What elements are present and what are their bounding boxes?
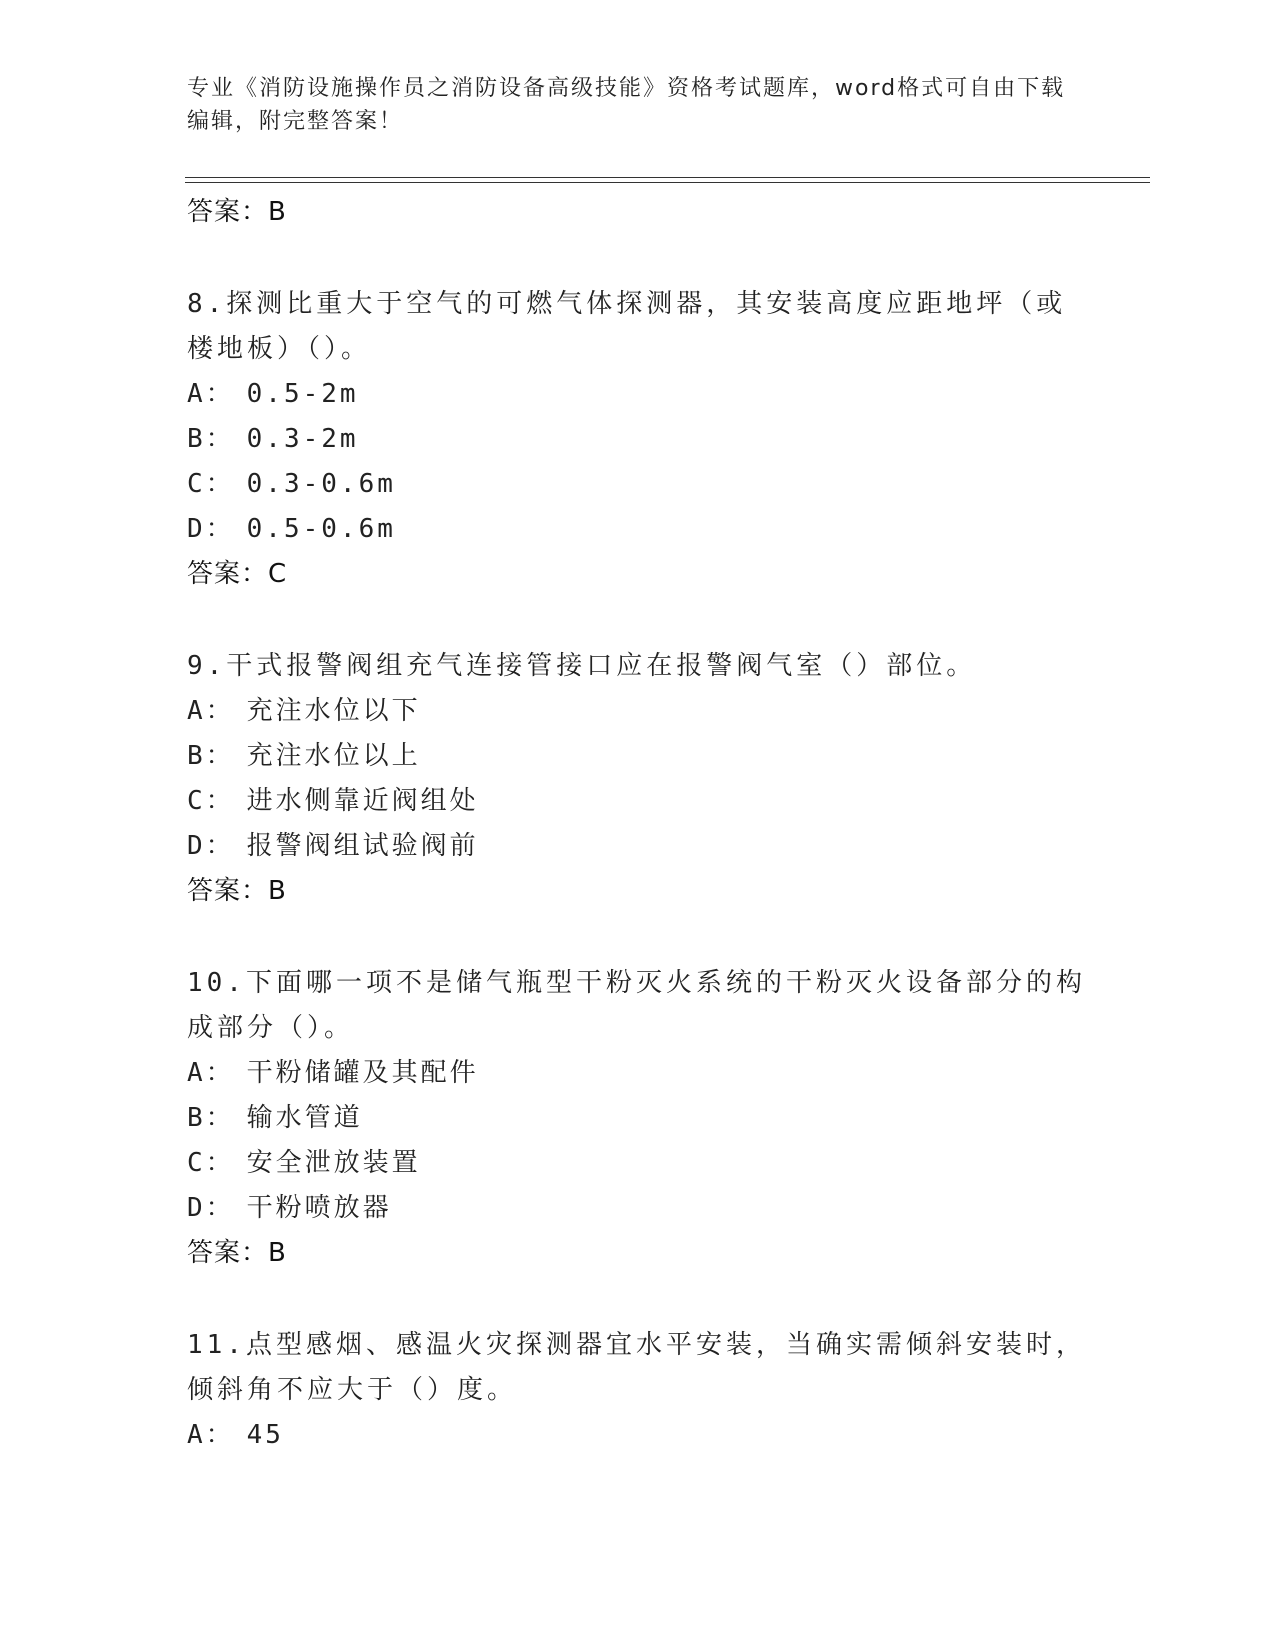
option-d (187, 824, 1087, 869)
question-11 (187, 1323, 1087, 1458)
option-text: 45 (246, 1420, 284, 1450)
option-a (187, 1413, 1087, 1458)
option-a (187, 372, 1087, 417)
option-letter: A： (187, 696, 235, 726)
answer-line: 答案：B (187, 876, 287, 906)
option-a (187, 689, 1087, 734)
option-letter: C： (187, 469, 235, 499)
option-text: 报警阀组试验阀前 (246, 831, 479, 861)
option-letter: C： (187, 1148, 235, 1178)
option-letter: D： (187, 514, 235, 544)
option-letter: D： (187, 1193, 235, 1223)
option-text: 0.5-2m (246, 379, 359, 409)
option-letter: A： (187, 1420, 235, 1450)
option-text: 充注水位以下 (246, 696, 421, 726)
option-c (187, 779, 1087, 824)
question-stem: 10.下面哪一项不是储气瓶型干粉灭火系统的干粉灭火设备部分的构成部分（）。 (187, 968, 1086, 1043)
option-letter: A： (187, 379, 235, 409)
question-stem: 8.探测比重大于空气的可燃气体探测器，其安装高度应距地坪（或楼地板）（）。 (187, 289, 1067, 364)
option-letter: D： (187, 831, 235, 861)
option-letter: B： (187, 1103, 235, 1133)
question-stem: 9.干式报警阀组充气连接管接口应在报警阀气室（）部位。 (187, 651, 977, 681)
page-header: 专业《消防设施操作员之消防设备高级技能》资格考试题库，word格式可自由下载编辑，附完整答案！ (187, 76, 1066, 134)
option-text: 0.3-2m (246, 424, 359, 454)
option-letter: A： (187, 1058, 235, 1088)
option-text: 0.3-0.6m (246, 469, 396, 499)
option-letter: C： (187, 786, 235, 816)
option-letter: B： (187, 741, 235, 771)
option-c (187, 462, 1087, 507)
question-list (187, 190, 1087, 1458)
question-10 (187, 961, 1087, 1275)
header-divider-bottom (185, 182, 1150, 183)
answer-line: 答案：B (187, 197, 287, 227)
option-text: 干粉储罐及其配件 (246, 1058, 479, 1088)
question-stem: 11.点型感烟、感温火灾探测器宜水平安装，当确实需倾斜安装时，倾斜角不应大于（）度。 (187, 1330, 1086, 1405)
question-9 (187, 644, 1087, 913)
option-b (187, 734, 1087, 779)
option-text: 输水管道 (246, 1103, 363, 1133)
option-text: 安全泄放装置 (246, 1148, 421, 1178)
option-text: 0.5-0.6m (246, 514, 396, 544)
option-text: 进水侧靠近阀组处 (246, 786, 479, 816)
option-d (187, 507, 1087, 552)
answer-line: 答案：C (187, 559, 288, 589)
option-text: 干粉喷放器 (246, 1193, 392, 1223)
answer-line: 答案：B (187, 1238, 287, 1268)
header-divider-top (185, 177, 1150, 178)
option-c (187, 1141, 1087, 1186)
option-text: 充注水位以上 (246, 741, 421, 771)
option-a (187, 1051, 1087, 1096)
option-letter: B： (187, 424, 235, 454)
option-b (187, 417, 1087, 462)
option-d (187, 1186, 1087, 1231)
option-b (187, 1096, 1087, 1141)
question-8 (187, 282, 1087, 596)
